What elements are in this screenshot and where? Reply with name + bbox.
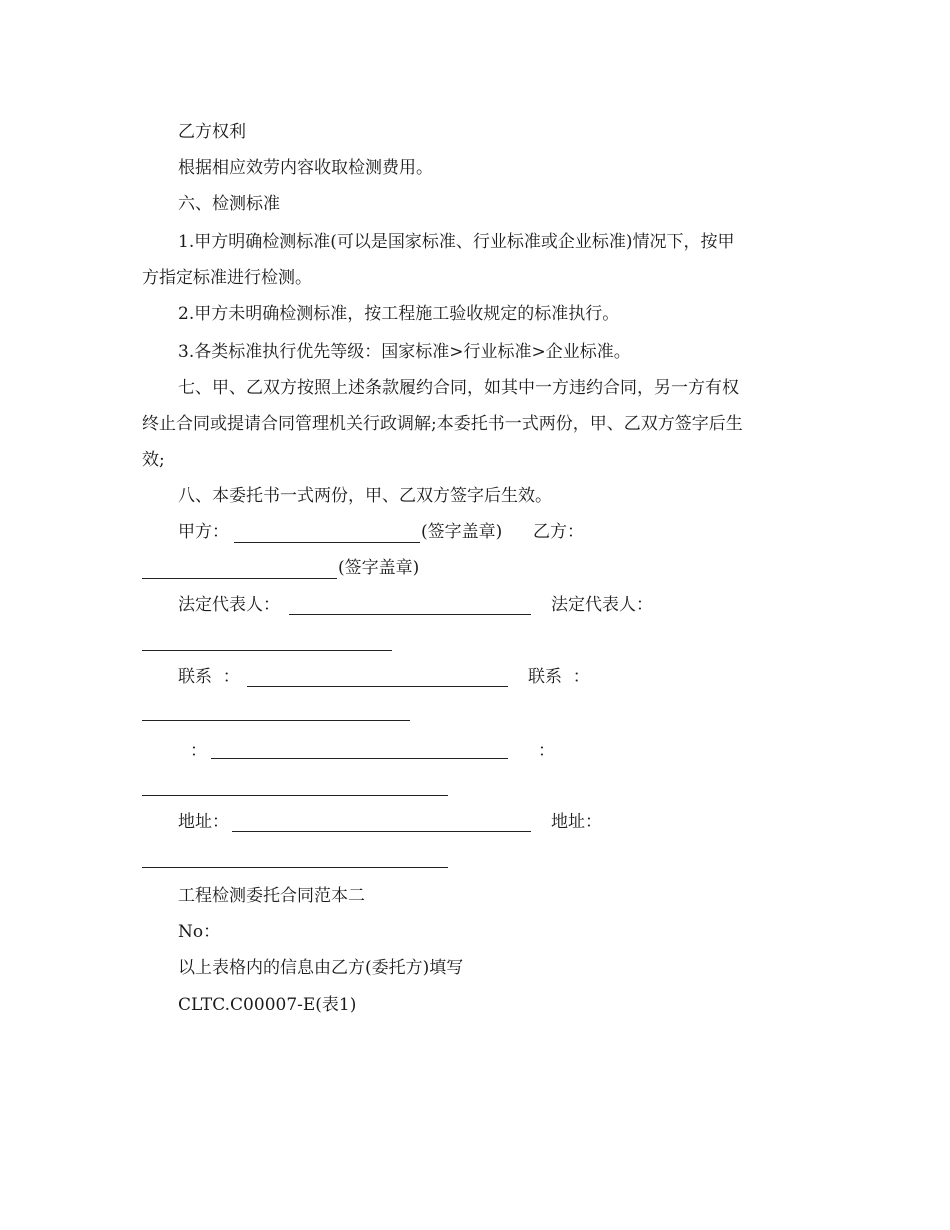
template-2-title: 工程检测委托合同范本二: [178, 886, 365, 906]
contact-b-line: [142, 720, 410, 721]
seal-a: (签字盖章): [421, 522, 503, 542]
contact-a-line: [247, 686, 508, 687]
party-a-label: 甲方：: [178, 522, 229, 542]
address-a-line: [232, 831, 531, 832]
party-b-label: 乙方：: [533, 522, 584, 542]
table-note: 以上表格内的信息由乙方(委托方)填写: [178, 958, 464, 978]
legal-rep-a-line: [289, 614, 531, 615]
party-a-signature-line: [234, 542, 420, 543]
blank-b-label: ：: [538, 741, 555, 761]
address-b-label: 地址：: [551, 812, 602, 832]
section-7-line-3: 效;: [142, 450, 165, 470]
legal-rep-a-label: 法定代表人：: [178, 595, 280, 615]
item-1-line-2: 方指定标准进行检测。: [142, 268, 312, 288]
legal-rep-b-label: 法定代表人：: [551, 595, 653, 615]
section-8: 八、本委托书一式两份，甲、乙双方签字后生效。: [178, 486, 552, 506]
section-6-title: 六、检测标准: [178, 194, 280, 214]
blank-a-label: ：: [190, 741, 207, 761]
item-3: 3.各类标准执行优先等级：国家标准>行业标准>企业标准。: [178, 342, 631, 362]
section-7-line-1: 七、甲、乙双方按照上述条款履约合同，如其中一方违约合同，另一方有权: [178, 378, 739, 398]
seal-b: (签字盖章): [338, 558, 420, 578]
contact-b-label: 联系 ：: [528, 667, 590, 687]
address-b-line: [142, 867, 448, 868]
address-a-label: 地址：: [178, 812, 229, 832]
blank-a-line: [211, 758, 508, 759]
party-b-signature-line: [142, 578, 337, 579]
section-7-line-2: 终止合同或提请合同管理机关行政调解;本委托书一式两份，甲、乙双方签字后生: [142, 414, 743, 434]
legal-rep-b-line: [142, 650, 392, 651]
form-code: CLTC.C00007-E(表1): [178, 995, 357, 1015]
rights-text: 根据相应效劳内容收取检测费用。: [178, 158, 433, 178]
item-2: 2.甲方未明确检测标准，按工程施工验收规定的标准执行。: [178, 304, 620, 324]
blank-b-line: [142, 795, 448, 796]
heading-party-b-rights: 乙方权利: [178, 122, 246, 142]
contact-a-label: 联系 ：: [178, 667, 240, 687]
item-1-line-1: 1.甲方明确检测标准(可以是国家标准、行业标准或企业标准)情况下，按甲: [178, 232, 735, 252]
no-label: No：: [178, 922, 221, 942]
